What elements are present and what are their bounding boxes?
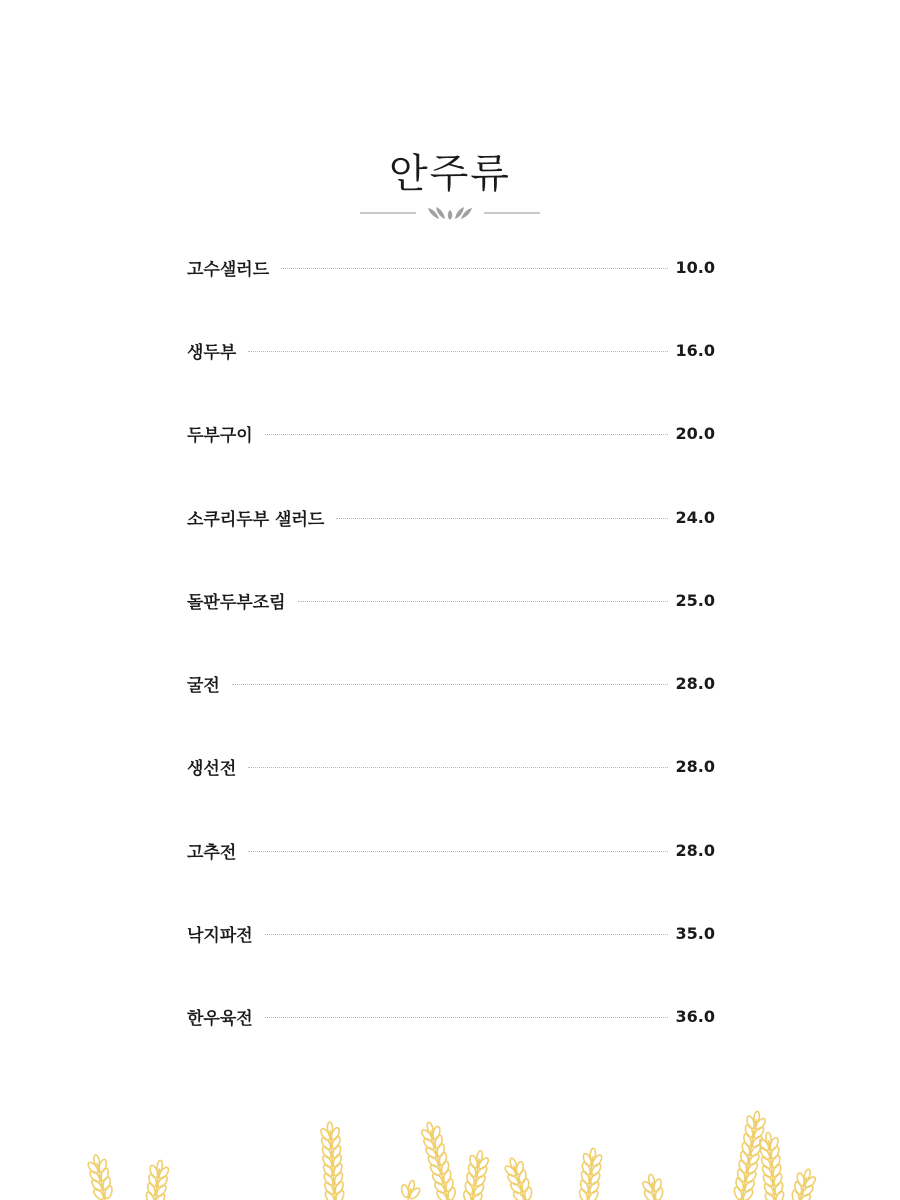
menu-item-name: 돌판두부조림 <box>187 592 286 613</box>
dotted-leader <box>281 268 667 269</box>
menu-item <box>187 578 715 622</box>
dotted-leader <box>248 351 667 352</box>
menu-item-name: 소쿠리두부 샐러드 <box>187 509 325 530</box>
wheat-icon <box>640 1173 666 1200</box>
dotted-leader <box>232 684 668 685</box>
wheat-icon <box>143 1159 171 1200</box>
dotted-leader <box>265 434 668 435</box>
wheat-icon <box>788 1166 819 1200</box>
wheat-icon <box>319 1121 346 1200</box>
menu-item-name: 두부구이 <box>187 425 253 446</box>
wheat-icon <box>577 1147 604 1200</box>
wheat-decoration <box>0 1100 900 1200</box>
leaf-ornament-icon <box>360 204 540 222</box>
menu-item <box>187 411 715 455</box>
menu-item-name: 고수샐러드 <box>187 259 270 280</box>
menu-item-price: 35.0 <box>675 923 715 943</box>
menu-item <box>187 911 715 955</box>
menu-item-name: 생두부 <box>187 342 237 363</box>
menu-item-price: 10.0 <box>675 257 715 277</box>
menu-item-price: 28.0 <box>675 756 715 776</box>
menu-item-price: 36.0 <box>675 1006 715 1026</box>
dotted-leader <box>265 1017 668 1018</box>
menu-item <box>187 495 715 539</box>
menu-item <box>187 245 715 289</box>
menu-item-name: 한우육전 <box>187 1008 253 1029</box>
wheat-icon <box>85 1153 116 1200</box>
menu-item-price: 28.0 <box>675 673 715 693</box>
menu-item-name: 굴전 <box>187 675 220 696</box>
menu-item-price: 20.0 <box>675 423 715 443</box>
menu-item <box>187 994 715 1038</box>
menu-item <box>187 661 715 705</box>
page-title: 안주류 <box>389 151 511 197</box>
menu-item <box>187 828 715 872</box>
wheat-icon <box>460 1149 491 1200</box>
dotted-leader <box>336 518 667 519</box>
dotted-leader <box>265 934 668 935</box>
menu-item-name: 낙지파전 <box>187 925 253 946</box>
menu-item-price: 28.0 <box>675 840 715 860</box>
wheat-icon <box>397 1178 423 1200</box>
menu-item-price: 16.0 <box>675 340 715 360</box>
dotted-leader <box>248 767 667 768</box>
menu-item <box>187 328 715 372</box>
dotted-leader <box>248 851 667 852</box>
wheat-icon <box>418 1120 459 1200</box>
dotted-leader <box>298 601 668 602</box>
menu-item-price: 25.0 <box>675 590 715 610</box>
menu-item-name: 생선전 <box>187 758 237 779</box>
wheat-icon <box>501 1155 536 1200</box>
menu-item-price: 24.0 <box>675 507 715 527</box>
menu-item <box>187 744 715 788</box>
menu-item-name: 고추전 <box>187 842 237 863</box>
